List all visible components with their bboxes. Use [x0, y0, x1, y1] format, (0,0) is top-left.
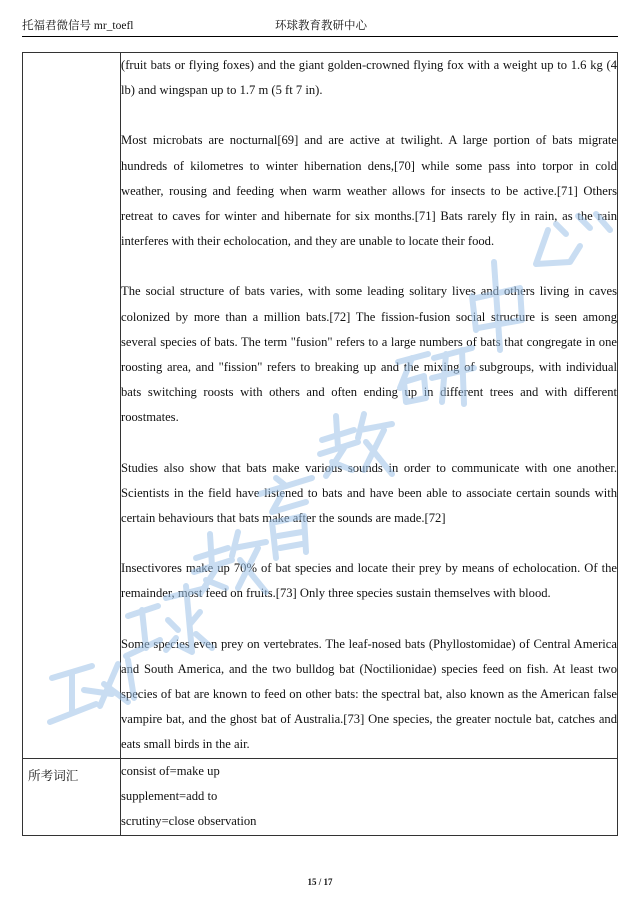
vocab-label: 所考词汇 [28, 768, 79, 783]
paragraph: The social structure of bats varies, with some leading solitary lives and others living in caves colonized by more than a million bats.[72] The fission-fusion social structure is seen among several species of bats. The term "fusion" refers to a large numbers of bats that congregate in one roosting area, and "fission" refers to breaking up and the mixing of subgroups, with individual bats switching roosts with others and often ending up in different trees and with different roostmates. [121, 284, 617, 425]
content-table [22, 52, 618, 836]
passage-body-cell [121, 53, 618, 759]
vocab-row [23, 758, 618, 835]
page-number: 15 / 17 [307, 877, 333, 887]
vocab-item: consist of=make up [121, 763, 220, 778]
passage-label-cell [23, 53, 121, 759]
vocab-label-cell [23, 758, 121, 835]
paragraph: Most microbats are nocturnal[69] and are active at twilight. A large portion of bats migrate hundreds of kilometres to winter hibernation dens,[70] while some pass into torpor in cold weather, rousing and feeding when warm weather allows for insects to be active.[71] Others retreat to caves for winter and hibernate for six months.[71] Bats rarely fly in rain, as the rain interferes with their echolocation, and they are unable to locate their food. [121, 133, 617, 249]
vocab-item: supplement=add to [121, 788, 218, 803]
paragraph: Studies also show that bats make various sounds in order to communicate with one another. Scientists in the field have listened to bats and have been able to associate certain sounds with certain behaviours that bats make after the sounds are made.[72] [121, 460, 617, 526]
page-header [22, 14, 618, 37]
vocab-list-cell [121, 758, 618, 835]
header-wechat-id: 托福君微信号 mr_toefl [22, 20, 134, 32]
vocab-item: scrutiny=close observation [121, 813, 257, 828]
paragraph: Some species even prey on vertebrates. The leaf-nosed bats (Phyllostomidae) of Central America and South America, and the two bulldog bat (Noctilionidae) species feed on fish. At least two species of bat are known to feed on other bats: the spectral bat, also known as the American false vampire bat, and the ghost bat of Australia.[73] One species, the greater noctule bat, catches and eats small birds in the air. [121, 636, 617, 752]
passage-row [23, 53, 618, 759]
paragraph: Insectivores make up 70% of bat species and locate their prey by means of echolocation. Of the remainder, most feed on fruits.[73] Only three species sustain themselves with blood. [121, 561, 617, 601]
header-org-name: 环球教育教研中心 [275, 20, 367, 32]
paragraph: (fruit bats or flying foxes) and the giant golden-crowned flying fox with a weight up to 1.6 kg (4 lb) and wingspan up to 1.7 m (5 ft 7 in). [121, 58, 617, 98]
